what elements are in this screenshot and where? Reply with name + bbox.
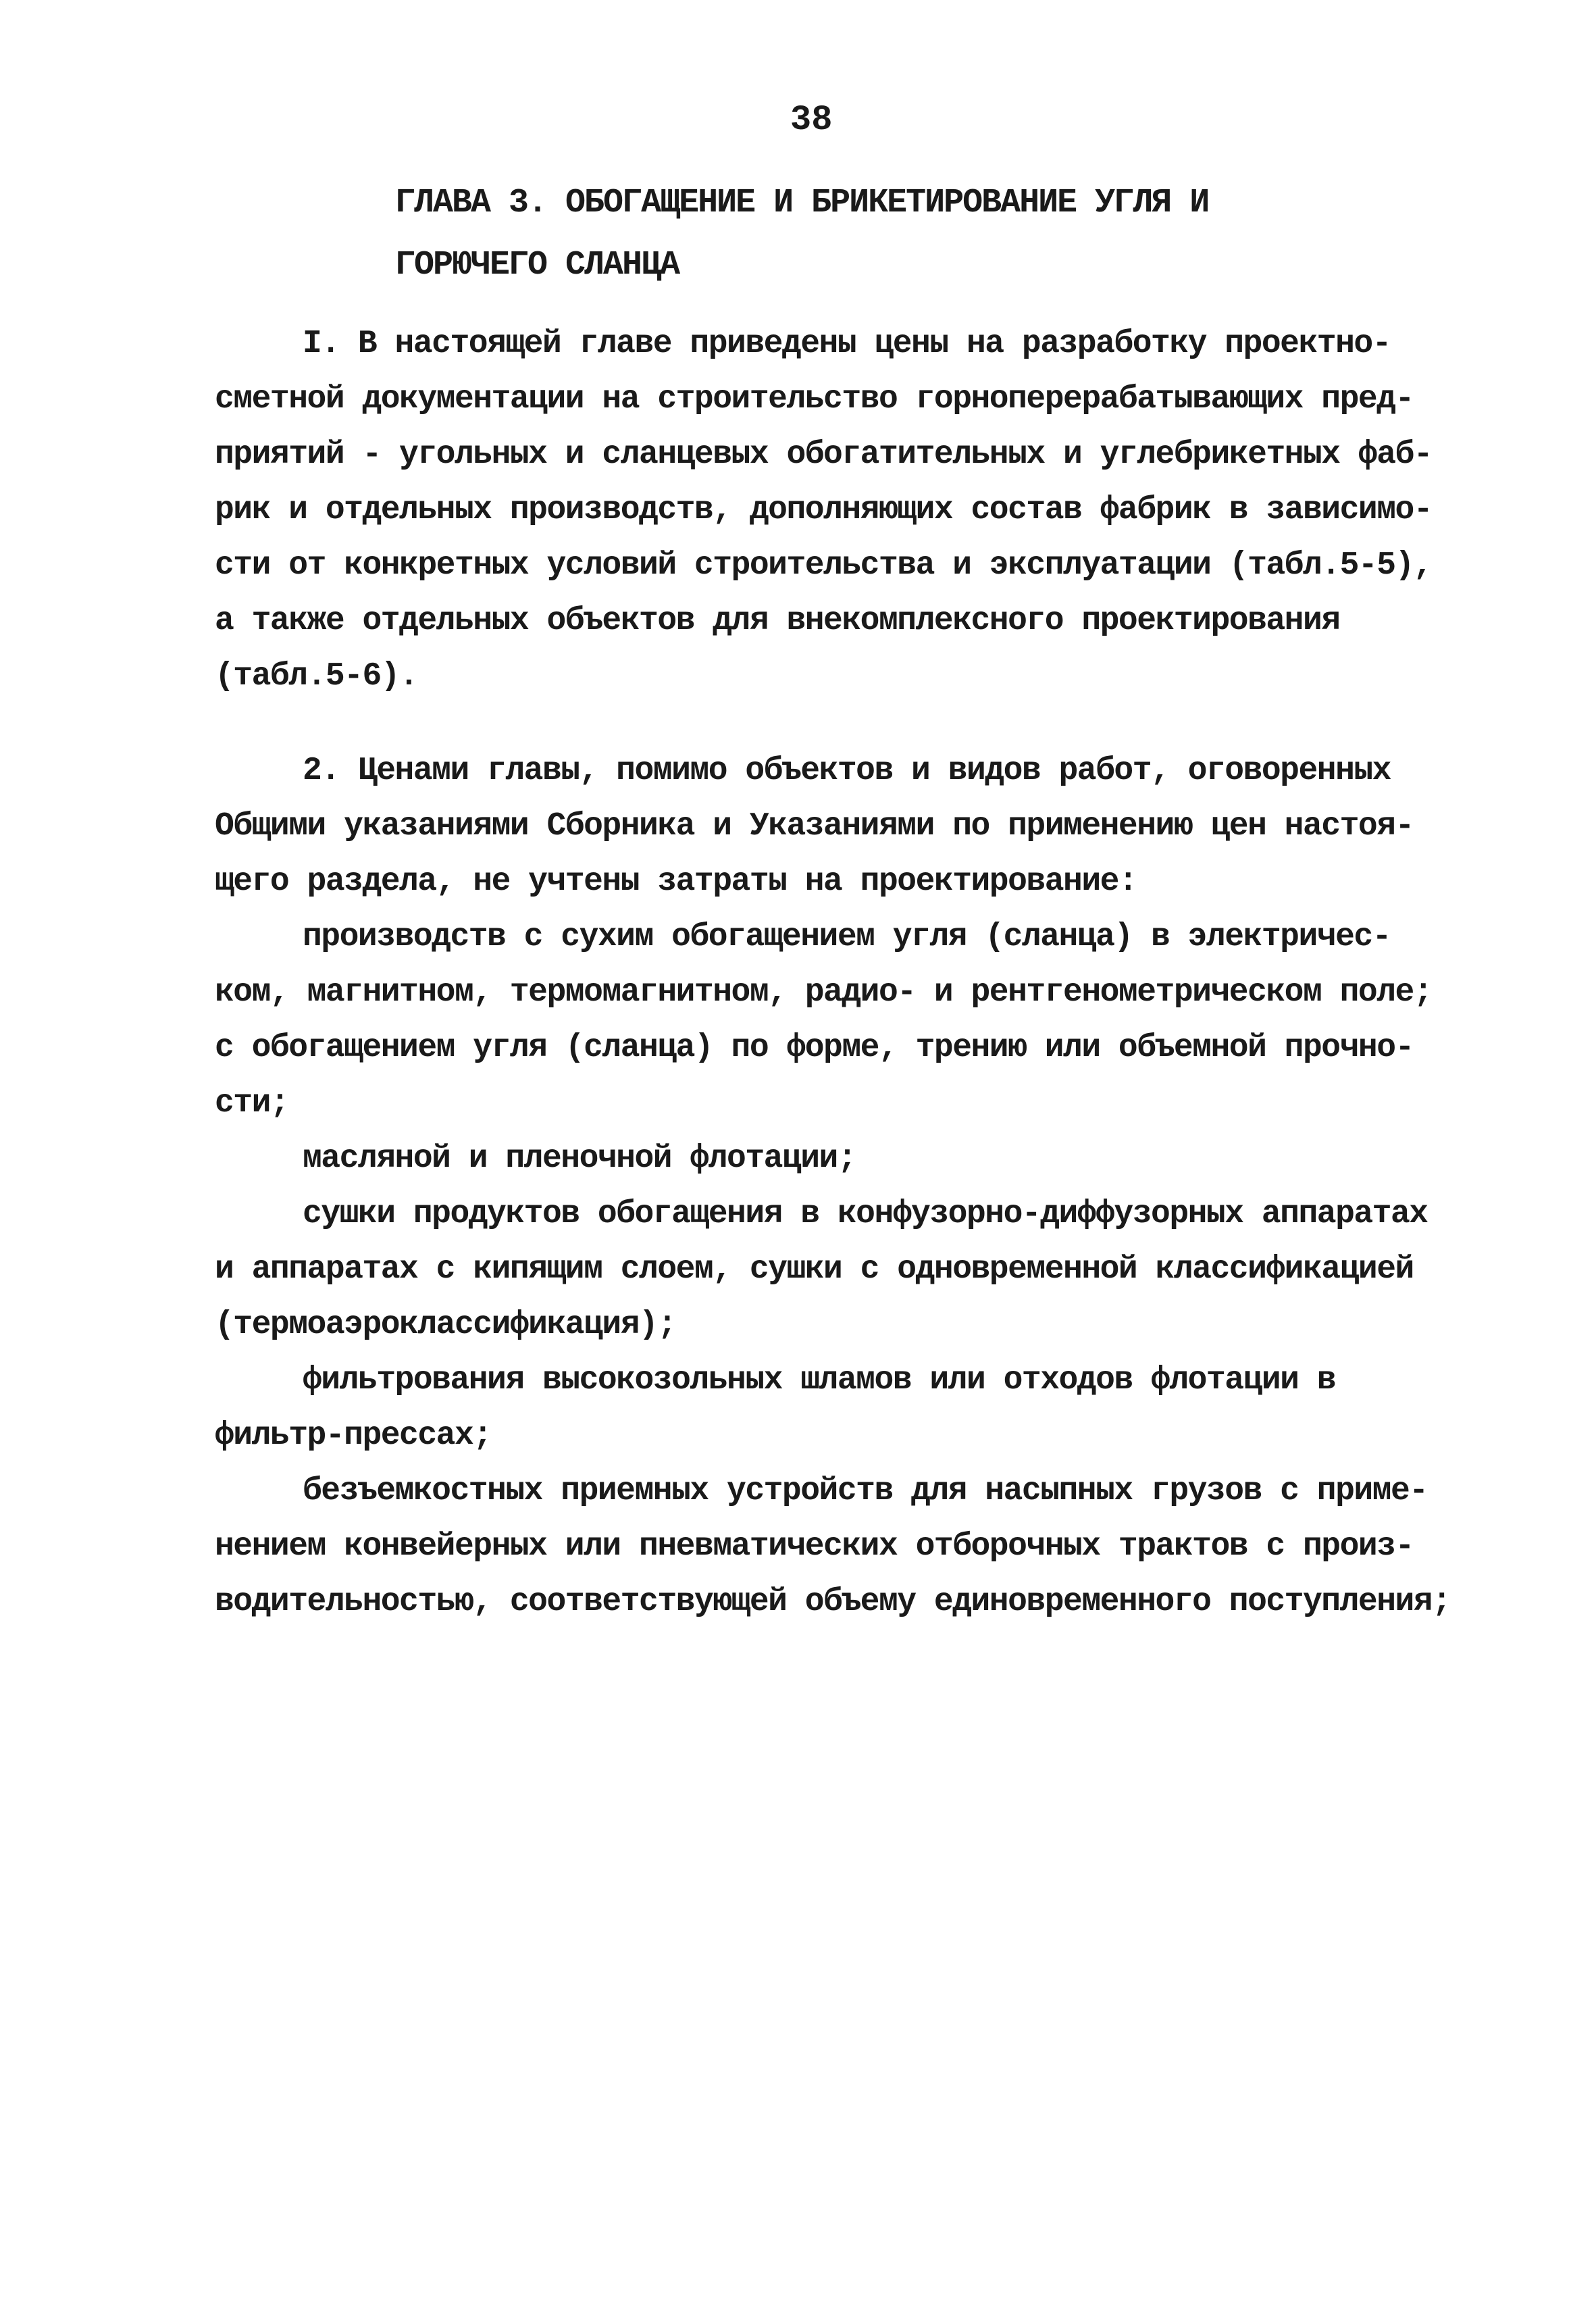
paragraph-line: с обогащением угля (сланца) по форме, трению или объемной прочно-	[215, 1030, 1414, 1066]
list-item: безъемкостных приемных устройств для насыпных грузов с приме-	[303, 1473, 1428, 1509]
paragraph-line: щего раздела, не учтены затраты на проектирование:	[215, 863, 1137, 900]
paragraph-line: Общими указаниями Сборника и Указаниями по применению цен настоя-	[215, 808, 1414, 845]
paragraph-line: I. В настоящей главе приведены цены на разработку проектно-	[303, 326, 1391, 362]
paragraph-line: 2. Ценами главы, помимо объектов и видов работ, оговоренных	[303, 753, 1391, 789]
paragraph-line: приятий - угольных и сланцевых обогатительных и углебрикетных фаб-	[215, 436, 1433, 473]
paragraph-line: а также отдельных объектов для внекомплексного проектирования	[215, 603, 1340, 639]
chapter-title-line-2: ГОРЮЧЕГО СЛАНЦА	[395, 246, 679, 284]
chapter-title	[395, 172, 1208, 297]
paragraph-line: сметной документации на строительство горноперерабатывающих пред-	[215, 381, 1414, 418]
list-item: фильтрования высокозольных шламов или отходов флотации в	[303, 1362, 1336, 1399]
paragraph-line: и аппаратах с кипящим слоем, сушки с одновременной классификацией	[215, 1251, 1414, 1288]
paragraph-line: (термоаэроклассификация);	[215, 1307, 676, 1343]
chapter-title-line-1: ГЛАВА 3. ОБОГАЩЕНИЕ И БРИКЕТИРОВАНИЕ УГЛЯ И	[395, 184, 1209, 222]
paragraph-line: ком, магнитном, термомагнитном, радио- и рентгенометрическом поле;	[215, 974, 1433, 1011]
list-item: производств с сухим обогащением угля (сланца) в электричес-	[303, 919, 1391, 955]
paragraph-line: водительностью, соответствующей объему единовременного поступления;	[215, 1584, 1451, 1620]
paragraph-line: (табл.5-6).	[215, 658, 418, 695]
paragraph-line: сти;	[215, 1085, 289, 1122]
paragraph-line: фильтр-прессах;	[215, 1417, 492, 1454]
list-item: масляной и пленочной флотации;	[303, 1140, 856, 1177]
paragraph-1	[215, 316, 1432, 704]
paragraph-2	[215, 743, 1450, 1630]
page-number: 38	[790, 100, 833, 140]
paragraph-line: сти от конкретных условий строительства и эксплуатации (табл.5-5),	[215, 547, 1433, 584]
paragraph-line: рик и отдельных производств, дополняющих состав фабрик в зависимо-	[215, 492, 1433, 528]
paragraph-line: нением конвейерных или пневматических отборочных трактов с произ-	[215, 1528, 1414, 1565]
list-item: сушки продуктов обогащения в конфузорно-диффузорных аппаратах	[303, 1196, 1428, 1232]
